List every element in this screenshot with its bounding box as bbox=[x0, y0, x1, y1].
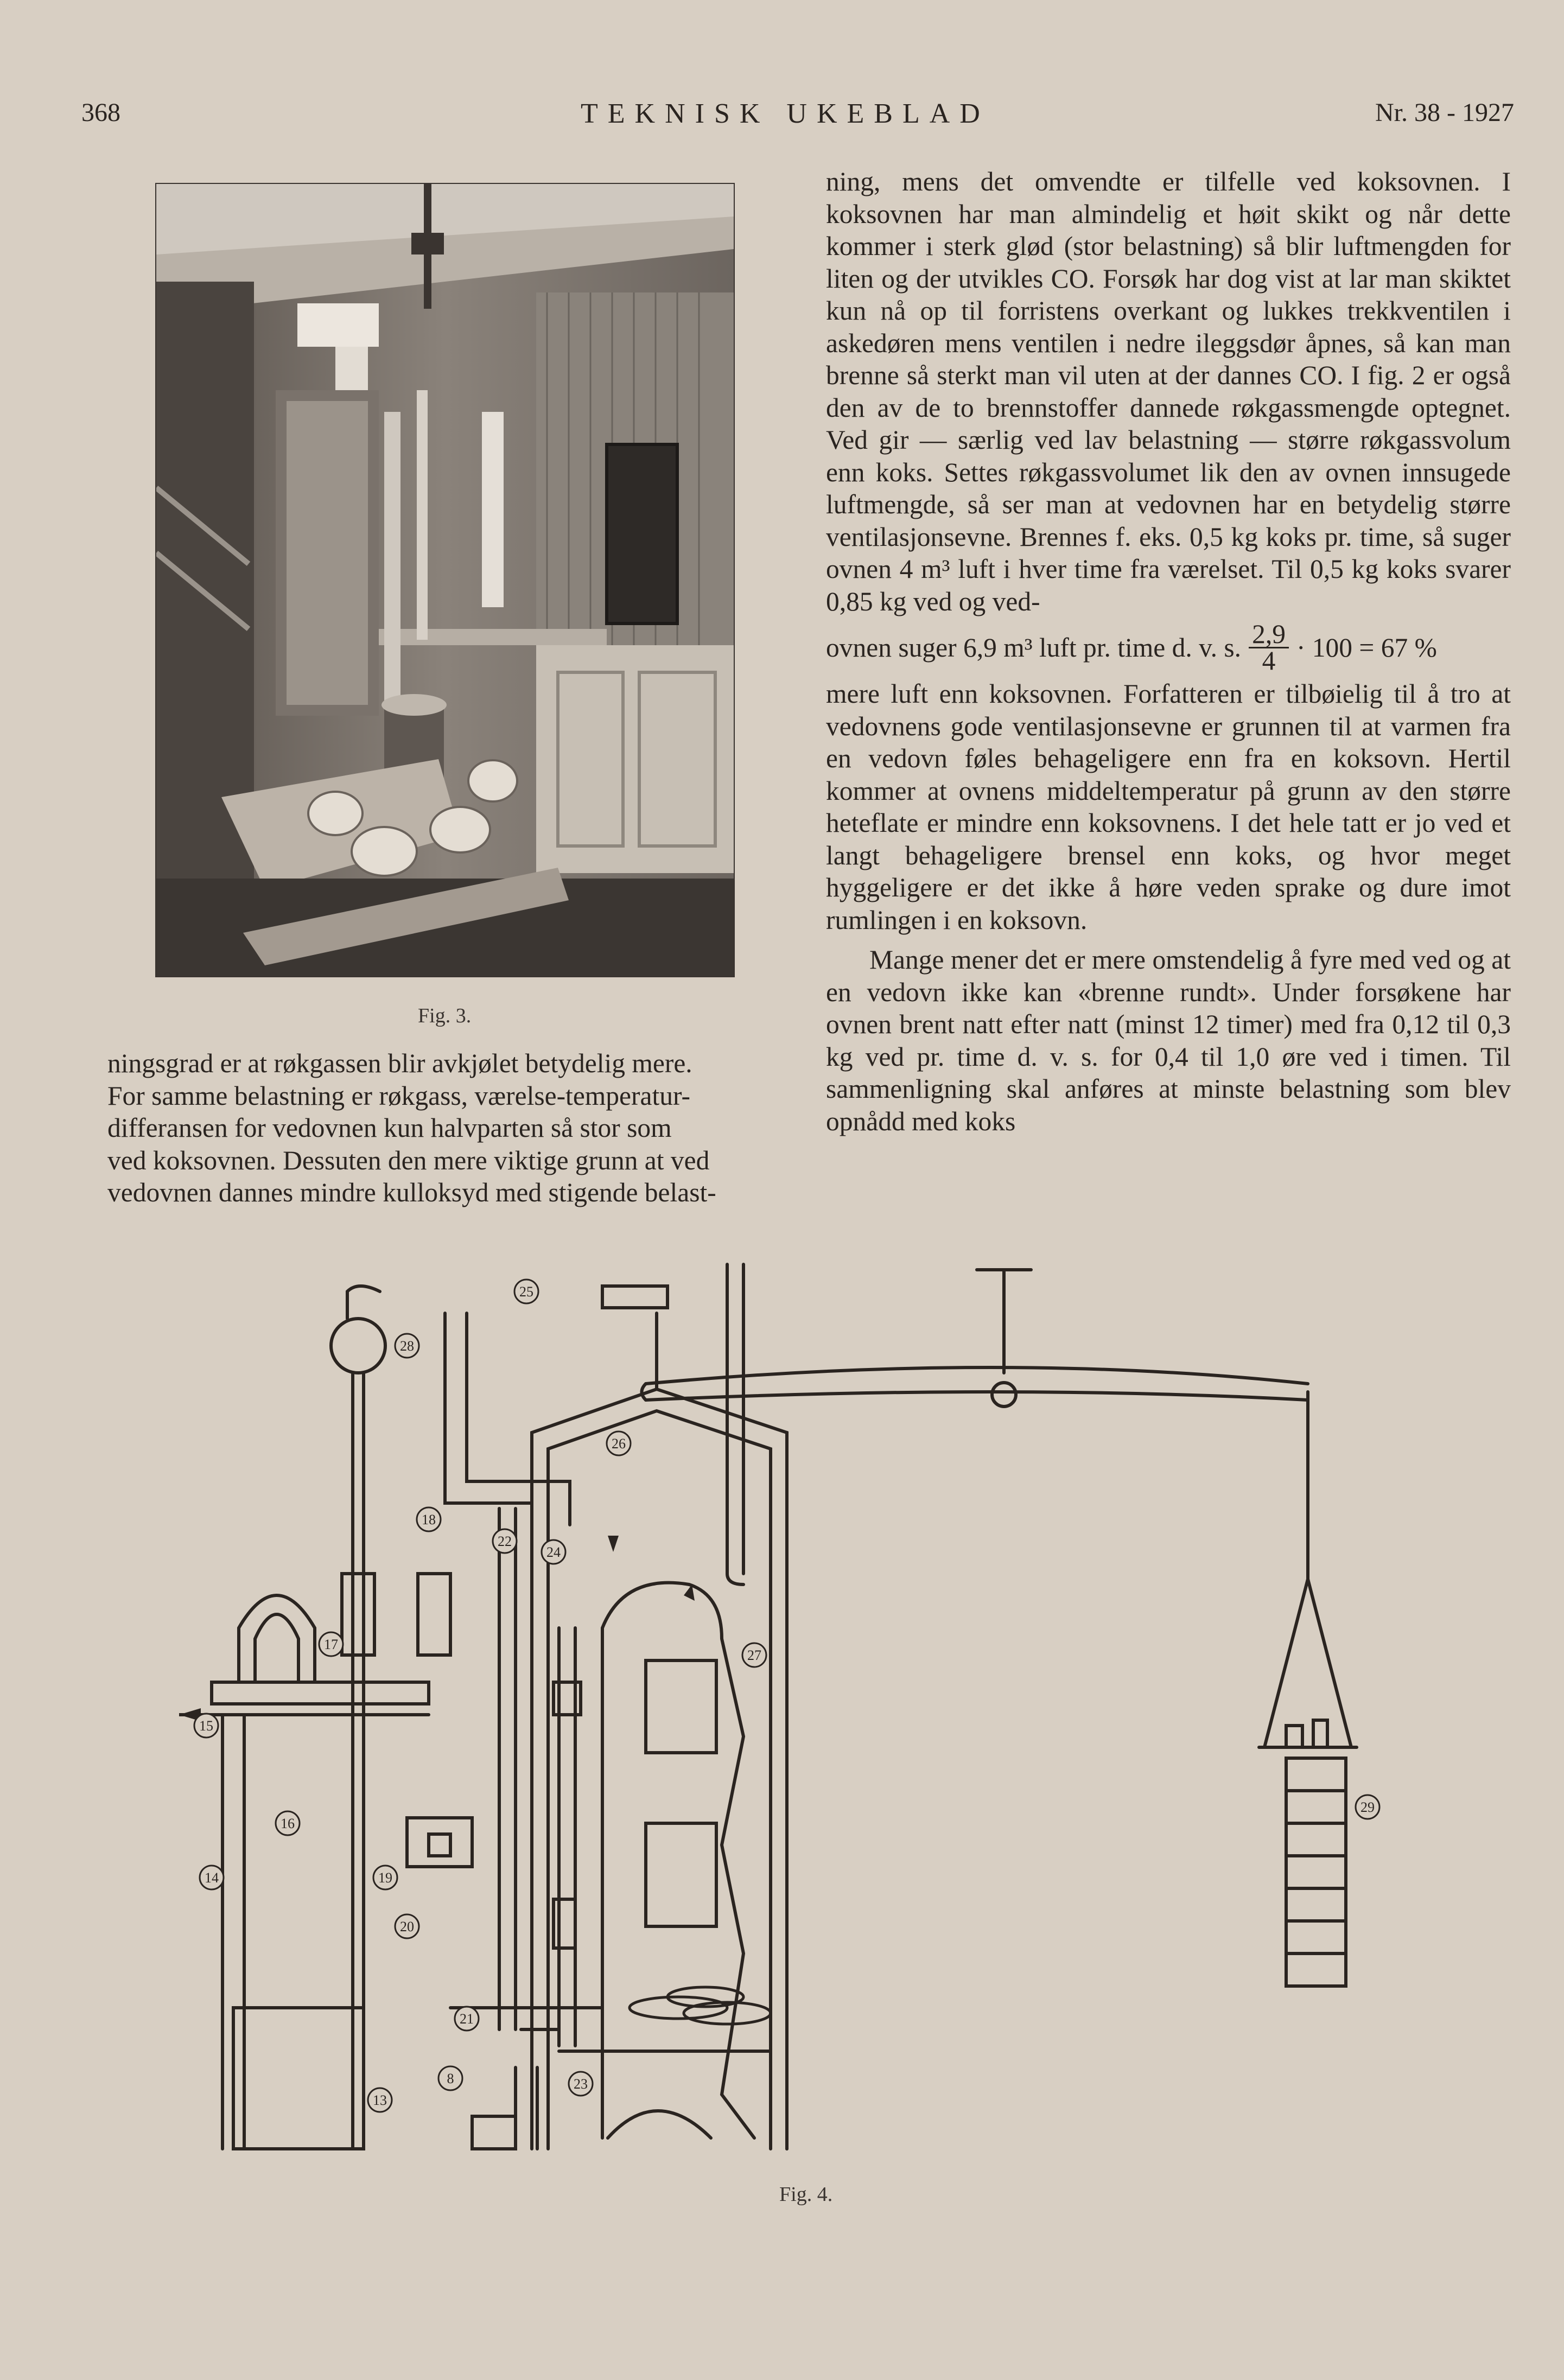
page-number: 368 bbox=[81, 98, 120, 127]
svg-text:20: 20 bbox=[400, 1919, 414, 1934]
fraction-numerator: 2,9 bbox=[1249, 622, 1289, 648]
svg-text:17: 17 bbox=[324, 1637, 338, 1652]
lab-room-photo-illustration bbox=[156, 184, 734, 976]
diagram-label-16 bbox=[276, 1811, 300, 1835]
diagram-label-17 bbox=[319, 1632, 343, 1656]
formula-text: ovnen suger 6,9 m³ luft pr. time d. v. s. bbox=[826, 632, 1242, 663]
svg-text:18: 18 bbox=[422, 1512, 436, 1528]
diagram-label-27 bbox=[742, 1643, 766, 1667]
diagram-label-28 bbox=[395, 1334, 419, 1358]
svg-text:15: 15 bbox=[199, 1718, 213, 1734]
diagram-label-26 bbox=[607, 1431, 631, 1455]
right-column-text bbox=[826, 166, 1511, 1137]
issue-number: Nr. 38 - 1927 bbox=[1375, 98, 1514, 127]
paragraph-2: Mange mener det er mere omstendelig å fyre med ved og at en vedovn ikke kan «brenne rundt». Under forsøkene har ovnen brent natt efter natt (minst 12 timer) med fra 0,12 til 0,3 kg ved pr. time d. v. s. for 0,4 til 1,0 øre ved i timen. Til sammenligning skal anføres at minste belastning som blev opnådd med koks bbox=[826, 945, 1511, 1136]
diagram-label-13 bbox=[368, 2088, 392, 2112]
diagram-label-14 bbox=[200, 1866, 224, 1889]
formula-line bbox=[826, 619, 1511, 676]
svg-text:27: 27 bbox=[747, 1647, 761, 1663]
stove-apparatus-diagram bbox=[179, 1248, 1536, 2160]
fig4-diagram bbox=[179, 1248, 1536, 2160]
fraction-denominator: 4 bbox=[1262, 646, 1276, 676]
svg-text:19: 19 bbox=[378, 1870, 392, 1886]
fraction bbox=[1249, 619, 1289, 676]
svg-text:23: 23 bbox=[574, 2076, 588, 2092]
journal-title: TEKNISK UKEBLAD bbox=[581, 98, 990, 129]
svg-text:22: 22 bbox=[498, 1533, 512, 1549]
diagram-label-18 bbox=[417, 1507, 441, 1531]
paragraph-1-top: ning, mens det omvendte er tilfelle ved koksovnen. I koksovnen har man almindelig et høit skikt og når dette kommer i sterk glød (stor belastning) så blir luftmengden for liten og der utvikles CO. Forsøk har dog vist at lar man skiktet kun nå op til forristens overkant og lukkes trekkventilen i askedøren mens ventilen i nedre ileggsdør åpnes, så kan man brenne så sterkt man vil uten at der dannes CO. I fig. 2 er også den av de to brennstoffer dannede røkgassmengde optegnet. Ved gir — særlig ved lav belastning — større røkgassvolum enn koks. Settes røkgassvolumet lik den av ovnen innsugede luftmengde, så ser man at vedovnen har en betydelig større ventilasjonsevne. Brennes f. eks. 0,5 kg koks pr. time, så suger ovnen 4 m³ luft i hver time fra værelset. Til 0,5 kg koks svarer 0,85 kg ved og ved- bbox=[826, 167, 1511, 616]
left-text-line: ved koksovnen. Dessuten den mere viktige grunn at ved bbox=[107, 1145, 710, 1175]
diagram-label-25 bbox=[514, 1280, 538, 1303]
svg-text:21: 21 bbox=[460, 2011, 474, 2027]
svg-text:25: 25 bbox=[519, 1284, 533, 1300]
svg-text:16: 16 bbox=[281, 1816, 295, 1831]
left-text-line: For samme belastning er røkgass, værelse-temperatur- bbox=[107, 1080, 690, 1111]
svg-text:14: 14 bbox=[205, 1870, 219, 1886]
fig4-caption: Fig. 4. bbox=[779, 2183, 833, 2206]
svg-text:28: 28 bbox=[400, 1338, 414, 1354]
left-text-line: differansen for vedovnen kun halvparten så stor som bbox=[107, 1113, 672, 1143]
left-text-line: ningsgrad er at røkgassen blir avkjølet betydelig mere. bbox=[107, 1048, 692, 1078]
diagram-label-23 bbox=[569, 2072, 593, 2096]
svg-text:24: 24 bbox=[546, 1544, 561, 1560]
svg-text:29: 29 bbox=[1360, 1799, 1375, 1815]
svg-text:26: 26 bbox=[612, 1436, 626, 1452]
diagram-label-29 bbox=[1356, 1795, 1379, 1819]
formula-result: · 100 = 67 % bbox=[1296, 632, 1437, 663]
diagram-label-22 bbox=[493, 1529, 517, 1553]
fig3-caption: Fig. 3. bbox=[418, 1004, 472, 1027]
diagram-label-20 bbox=[395, 1914, 419, 1938]
svg-text:13: 13 bbox=[373, 2092, 387, 2108]
diagram-label-19 bbox=[373, 1866, 397, 1889]
diagram-label-24 bbox=[542, 1540, 565, 1564]
left-column-text bbox=[107, 1047, 791, 1209]
diagram-label-21 bbox=[455, 2007, 479, 2031]
page-header bbox=[81, 98, 1514, 141]
fig3-photograph bbox=[155, 183, 735, 977]
paragraph-1-bottom: mere luft enn koksovnen. Forfatteren er tilbøielig til å tro at vedovnens gode ventilasjonsevne er grunnen til at varmen fra en vedovn føles behageligere enn fra en koksovn. Hertil kommer at ovnens middeltemperatur på grunn av den større heteflate er mindre enn koksovnens. I det hele tatt er jo ved et langt behageligere brensel enn koks, og hvor meget hyggeligere er det ikke å høre veden sprake og dure imot rumlingen i en koksovn. bbox=[826, 679, 1511, 935]
diagram-label-8 bbox=[438, 2066, 462, 2090]
left-text-line: vedovnen dannes mindre kulloksyd med stigende belast- bbox=[107, 1178, 716, 1207]
svg-text:8: 8 bbox=[447, 2071, 454, 2086]
diagram-label-15 bbox=[194, 1714, 218, 1738]
